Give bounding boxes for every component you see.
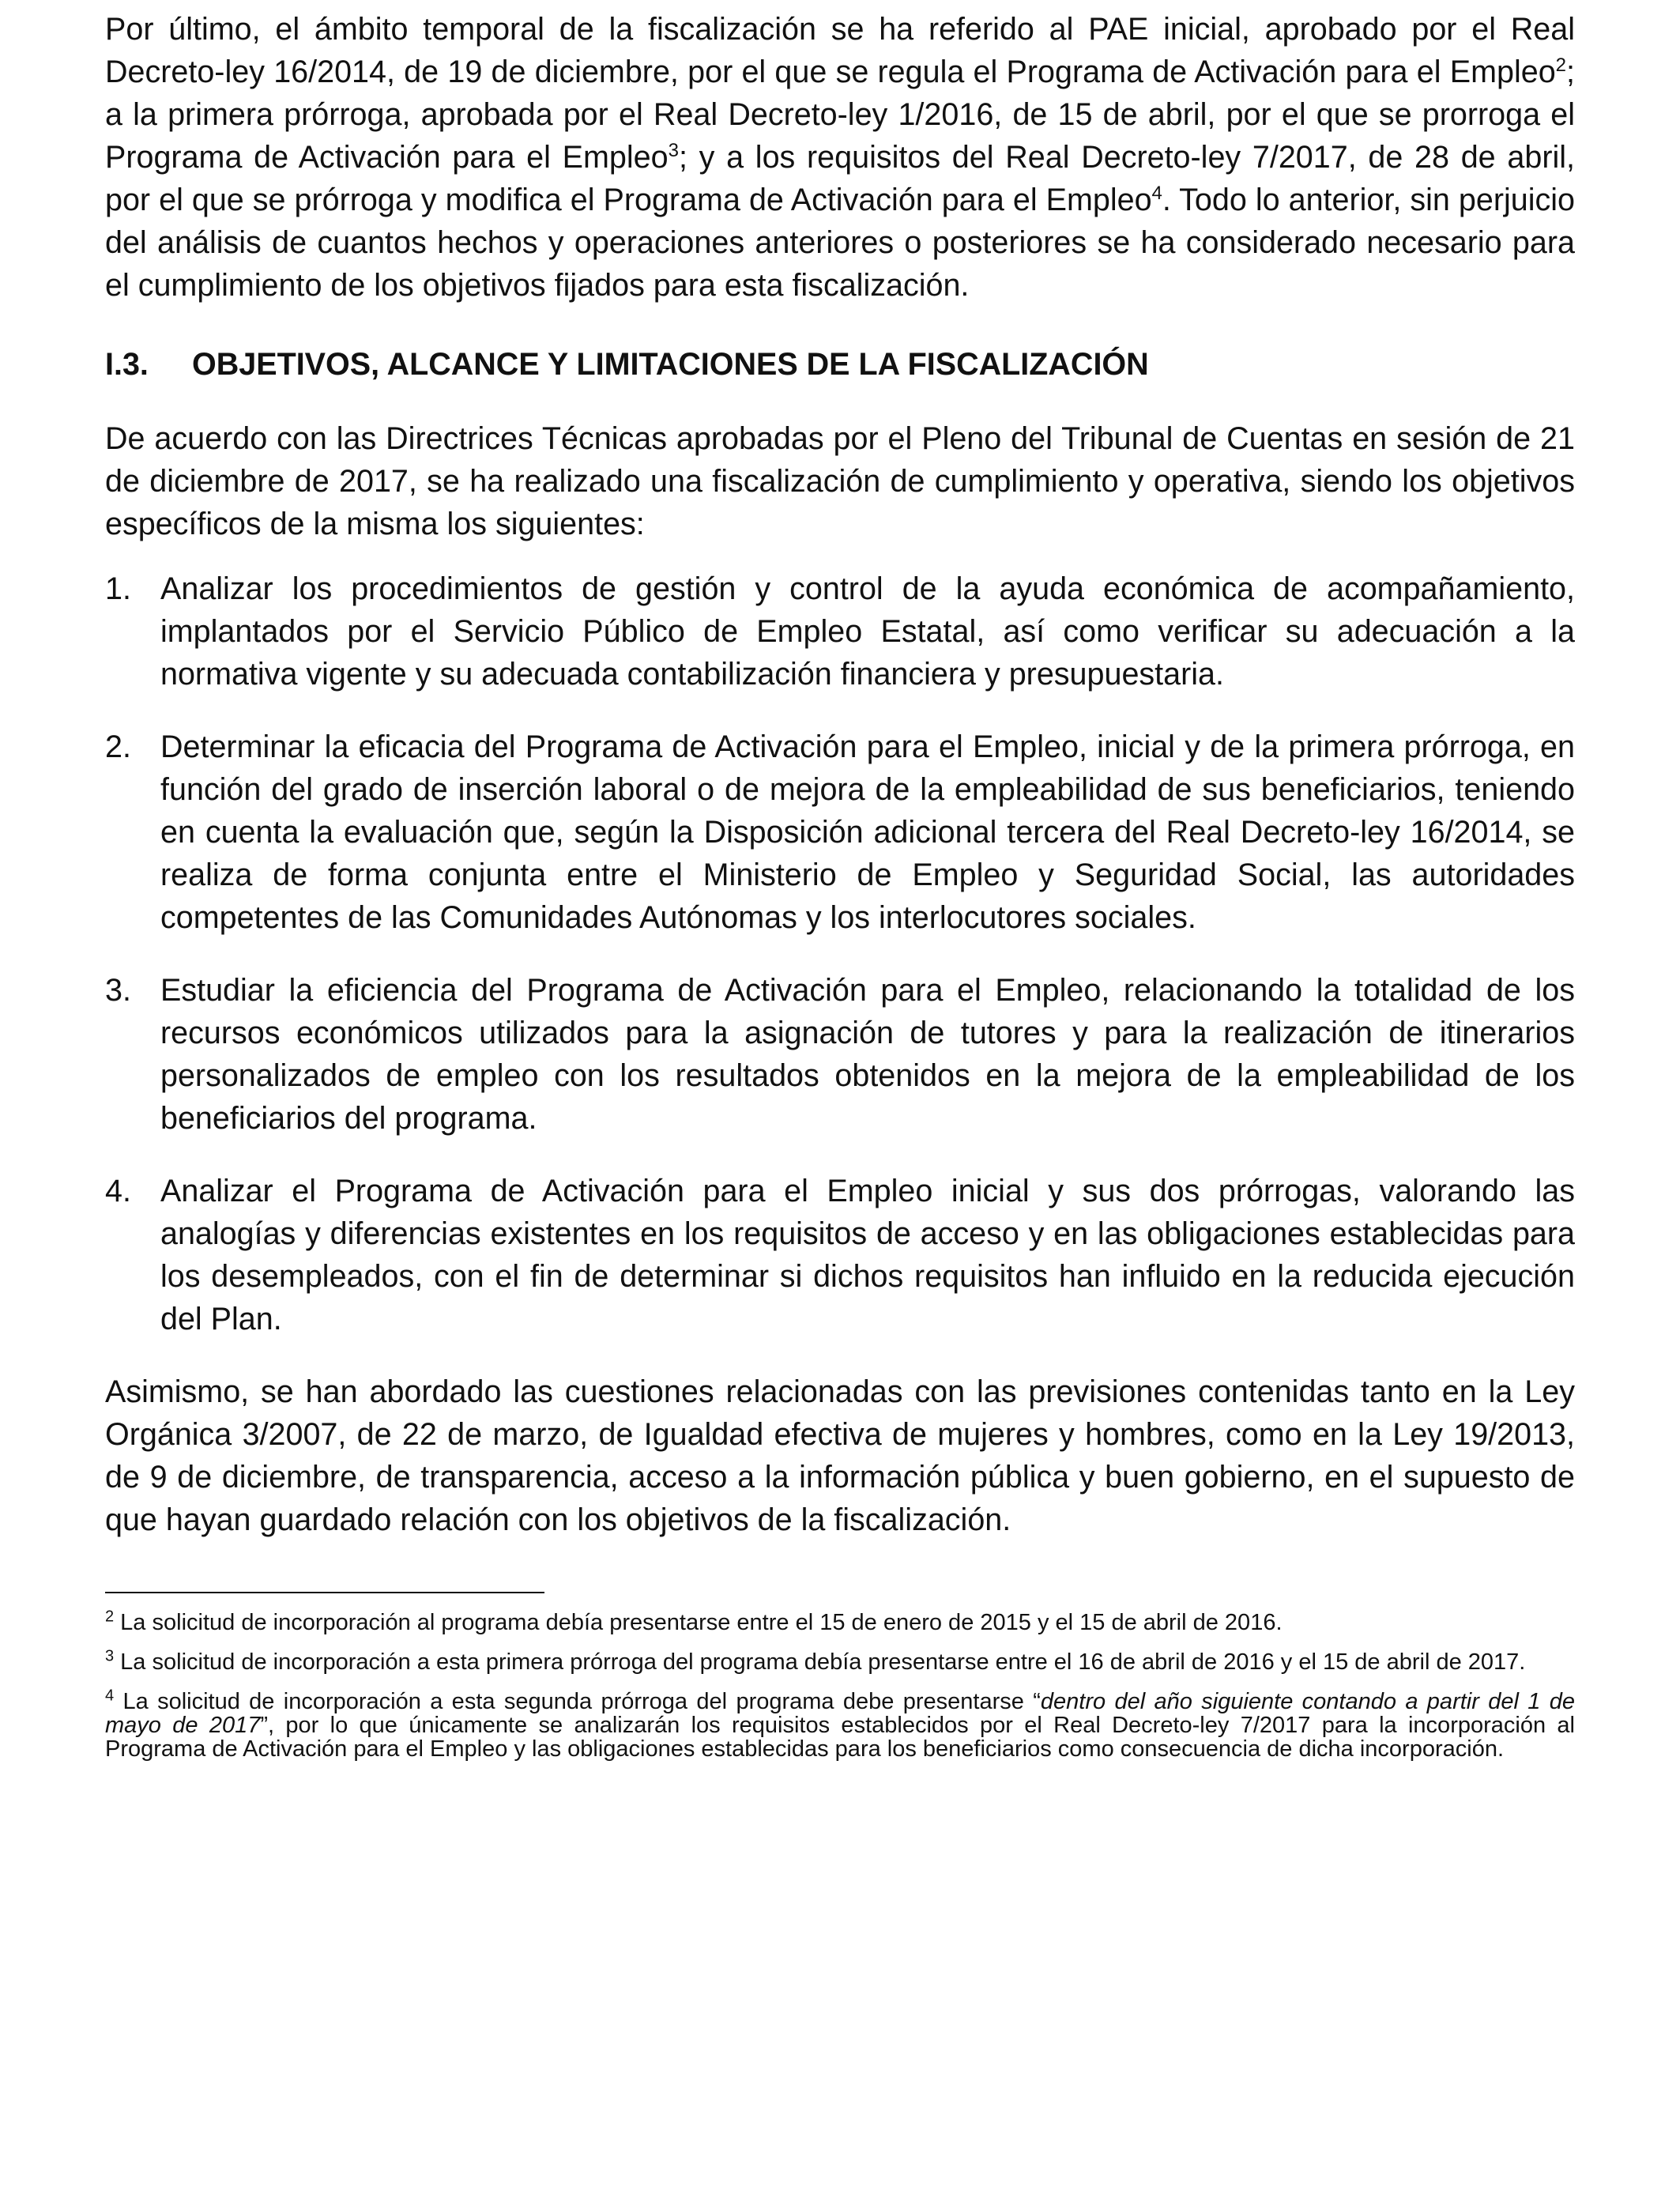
footnote-quote: dentro del año siguiente contando a partir del 1 de mayo de 2017 [105, 1689, 1575, 1738]
footnote-number: 3 [105, 1647, 115, 1665]
footnote-text: ”, por lo que únicamente se analizarán los requisitos establecidos por el Real Decreto-ley 7/2017 para la incorporación al Programa de Activación para el Empleo y las obligaciones establecidas para los beneficiarios como consecuencia de dicha incorporación. [105, 1713, 1575, 1762]
footnote-number: 2 [105, 1608, 115, 1626]
footnote-separator [105, 1592, 544, 1593]
footnote-text: La solicitud de incorporación al programa debía presentarse entre el 15 de enero de 2015 y el 15 de abril de 2016. [114, 1610, 1283, 1635]
objective-text: Analizar los procedimientos de gestión y control de la ayuda económica de acompañamiento, implantados por el Servicio Público de Empleo Estatal, así como verificar su adecuación a la normativa vigente y su adecuada contabilización financiera y presupuestaria. [160, 571, 1575, 692]
footnote-ref-3[interactable]: 3 [668, 139, 679, 161]
objective-number: 4. [105, 1174, 131, 1208]
objective-item [105, 726, 1575, 939]
objective-text: Estudiar la eficiencia del Programa de Activación para el Empleo, relacionando la totalidad de los recursos económicos utilizados para la asignación de tutores y para la realización de itinerarios personalizados de empleo con los resultados obtenidos en la mejora de la empleabilidad de los beneficiarios del programa. [160, 973, 1575, 1136]
section-title: OBJETIVOS, ALCANCE Y LIMITACIONES DE LA FISCALIZACIÓN [192, 347, 1149, 382]
objective-text: Analizar el Programa de Activación para el Empleo inicial y sus dos prórrogas, valorando las analogías y diferencias existentes en los requisitos de acceso y en las obligaciones establecidas para los desempleados, con el fin de determinar si dichos requisitos han influido en la reducida ejecución del Plan. [160, 1174, 1575, 1336]
section-heading [105, 343, 1575, 386]
closing-paragraph: Asimismo, se han abordado las cuestiones relacionadas con las previsiones contenidas tanto en la Ley Orgánica 3/2007, de 22 de marzo, de Igualdad efectiva de mujeres y hombres, como en la Ley 19/2013, de 9 de diciembre, de transparencia, acceso a la información pública y buen gobierno, en el supuesto de que hayan guardado relación con los objetivos de la fiscalización. [105, 1374, 1575, 1537]
objective-item [105, 969, 1575, 1140]
intro-text-3: ; y a los requisitos del Real Decreto-ley 7/2017, de 28 de abril, por el que se prórroga y modifica el Programa de Activación para el Empleo [105, 140, 1575, 217]
footnote-ref-2[interactable]: 2 [1555, 54, 1567, 76]
footnote-number: 4 [105, 1687, 115, 1705]
intro-text-4: . Todo lo anterior, sin perjuicio del análisis de cuantos hechos y operaciones anteriores o posteriores se ha considerado necesario para el cumplimiento de los objetivos fijados para esta fiscalización. [105, 183, 1575, 303]
intro-text-2: ; a la primera prórroga, aprobada por el Real Decreto-ley 1/2016, de 15 de abril, por el que se prorroga el Programa de Activación para el Empleo [105, 55, 1575, 175]
objective-text: Determinar la eficacia del Programa de Activación para el Empleo, inicial y de la primera prórroga, en función del grado de inserción laboral o de mejora de la empleabilidad de sus beneficiarios, teniendo en cuenta la evaluación que, según la Disposición adicional tercera del Real Decreto-ley 16/2014, se realiza de forma conjunta entre el Ministerio de Empleo y Seguridad Social, las autoridades competentes de las Comunidades Autónomas y los interlocutores sociales. [160, 729, 1575, 935]
intro-text-1: Por último, el ámbito temporal de la fiscalización se ha referido al PAE inicial, aprobado por el Real Decreto-ley 16/2014, de 19 de diciembre, por el que se regula el Programa de Activación para el Empleo [105, 12, 1575, 89]
document-page [105, 8, 1575, 1761]
lead-paragraph: De acuerdo con las Directrices Técnicas aprobadas por el Pleno del Tribunal de Cuentas en sesión de 21 de diciembre de 2017, se ha realizado una fiscalización de cumplimiento y operativa, siendo los objetivos específicos de la misma los siguientes: [105, 421, 1575, 541]
objective-number: 2. [105, 729, 131, 764]
footnote-text: La solicitud de incorporación a esta primera prórroga del programa debía presentarse entre el 16 de abril de 2016 y el 15 de abril de 2017. [114, 1649, 1526, 1675]
objective-number: 3. [105, 973, 131, 1008]
section-number: I.3. [105, 347, 149, 382]
footnote-ref-4[interactable]: 4 [1151, 182, 1162, 204]
objective-number: 1. [105, 571, 131, 606]
footnote-3 [105, 1647, 1575, 1675]
intro-paragraph [105, 8, 1575, 307]
footnote-2 [105, 1608, 1575, 1635]
objective-item [105, 567, 1575, 696]
objective-item [105, 1170, 1575, 1340]
footnote-text: La solicitud de incorporación a esta segunda prórroga del programa debe presentarse “ [114, 1689, 1041, 1714]
footnote-4 [105, 1687, 1575, 1762]
